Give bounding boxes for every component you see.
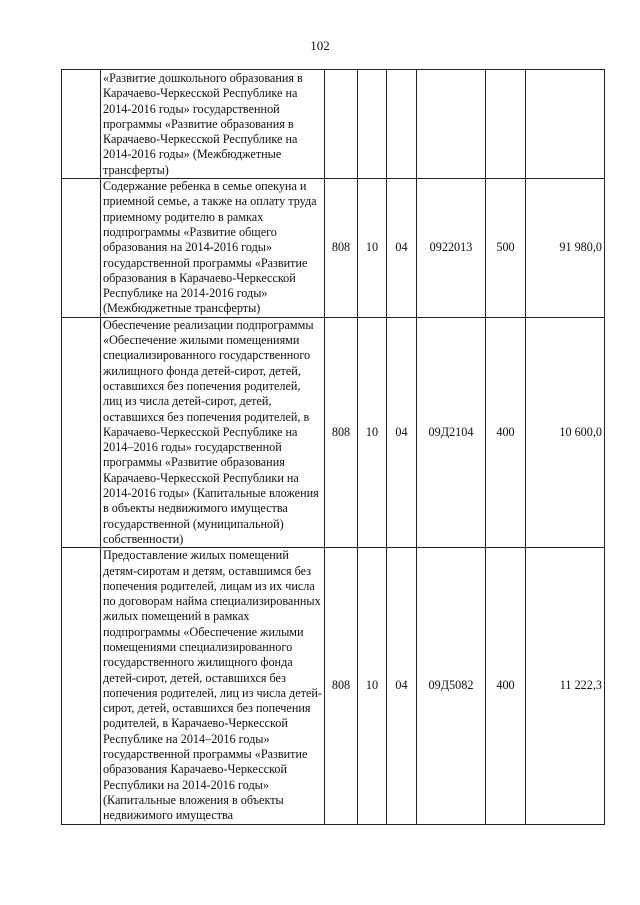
table-cell-pr: 04 [387,548,417,824]
table-cell-pr [387,70,417,179]
table-cell-name: Предоставление жилых помещений детям-сиротам и детям, оставшимся без попечения родителей, лицам из их числа по договорам найма специализированных жилых помещений в рамках подпрограммы «Обеспечение жилыми помещениями специализированного государственного жилищного фонда детей-сирот, детей, оставшихся без попечения родителей, лиц из числа детей-сирот, детей, оставшихся без попечения родителей, в Карачаево-Черкесской Республике на 2014–2016 годы» государственной программы «Развитие образования Карачаево-Черкесской Республики на 2014-2016 годы» (Капитальные вложения в объекты недвижимого имущества [101,548,325,824]
table-cell-grbs: 808 [325,317,358,547]
table-cell-name: Обеспечение реализации подпрограммы «Обеспечение жилыми помещениями специализированного государственного жилищного фонда детей-сирот, детей, оставшихся без попечения родителей, лиц из числа детей-сирот, детей, оставшихся без попечения родителей, в Карачаево-Черкесской Республике на 2014–2016 годы» государственной программы «Развитие образования Карачаево-Черкесской Республики на 2014-2016 годы» (Капитальные вложения в объекты недвижимого имущества государственной (муниципальной) собственности) [101,317,325,547]
table-cell-vr: 400 [486,548,526,824]
table-cell-grbs: 808 [325,179,358,318]
table-cell-sum [526,70,605,179]
table-cell-csr: 09Д5082 [417,548,486,824]
table-cell-rz: 10 [358,179,387,318]
table-row [62,548,605,824]
table-cell-sum: 91 980,0 [526,179,605,318]
table-cell-pr: 04 [387,317,417,547]
table-cell-pr: 04 [387,179,417,318]
table-cell-name: «Развитие дошкольного образования в Карачаево-Черкесской Республике на 2014-2016 годы» государственной программы «Развитие образования в Карачаево-Черкесской Республике на 2014-2016 годы» (Межбюджетные трансферты) [101,70,325,179]
table-cell-vr: 400 [486,317,526,547]
table-cell-blank [62,548,101,824]
table-row [62,317,605,547]
table-cell-sum: 11 222,3 [526,548,605,824]
table-cell-csr [417,70,486,179]
table-cell-csr: 0922013 [417,179,486,318]
page-number: 102 [310,38,330,53]
table-row [62,179,605,318]
table-cell-vr: 500 [486,179,526,318]
table-cell-name: Содержание ребенка в семье опекуна и приемной семье, а также на оплату труда приемному родителю в рамках подпрограммы «Развитие общего образования на 2014-2016 годы» государственной программы «Развитие образования в Карачаево-Черкесской Республике на 2014-2016 годы» (Межбюджетные трансферты) [101,179,325,318]
table-cell-vr [486,70,526,179]
table-cell-grbs: 808 [325,548,358,824]
table-cell-rz [358,70,387,179]
table-cell-blank [62,317,101,547]
table-cell-grbs [325,70,358,179]
table-cell-csr: 09Д2104 [417,317,486,547]
table-cell-sum: 10 600,0 [526,317,605,547]
table-cell-blank [62,179,101,318]
budget-table [61,69,605,825]
table-cell-rz: 10 [358,548,387,824]
table-cell-blank [62,70,101,179]
table-cell-rz: 10 [358,317,387,547]
table-row [62,70,605,179]
